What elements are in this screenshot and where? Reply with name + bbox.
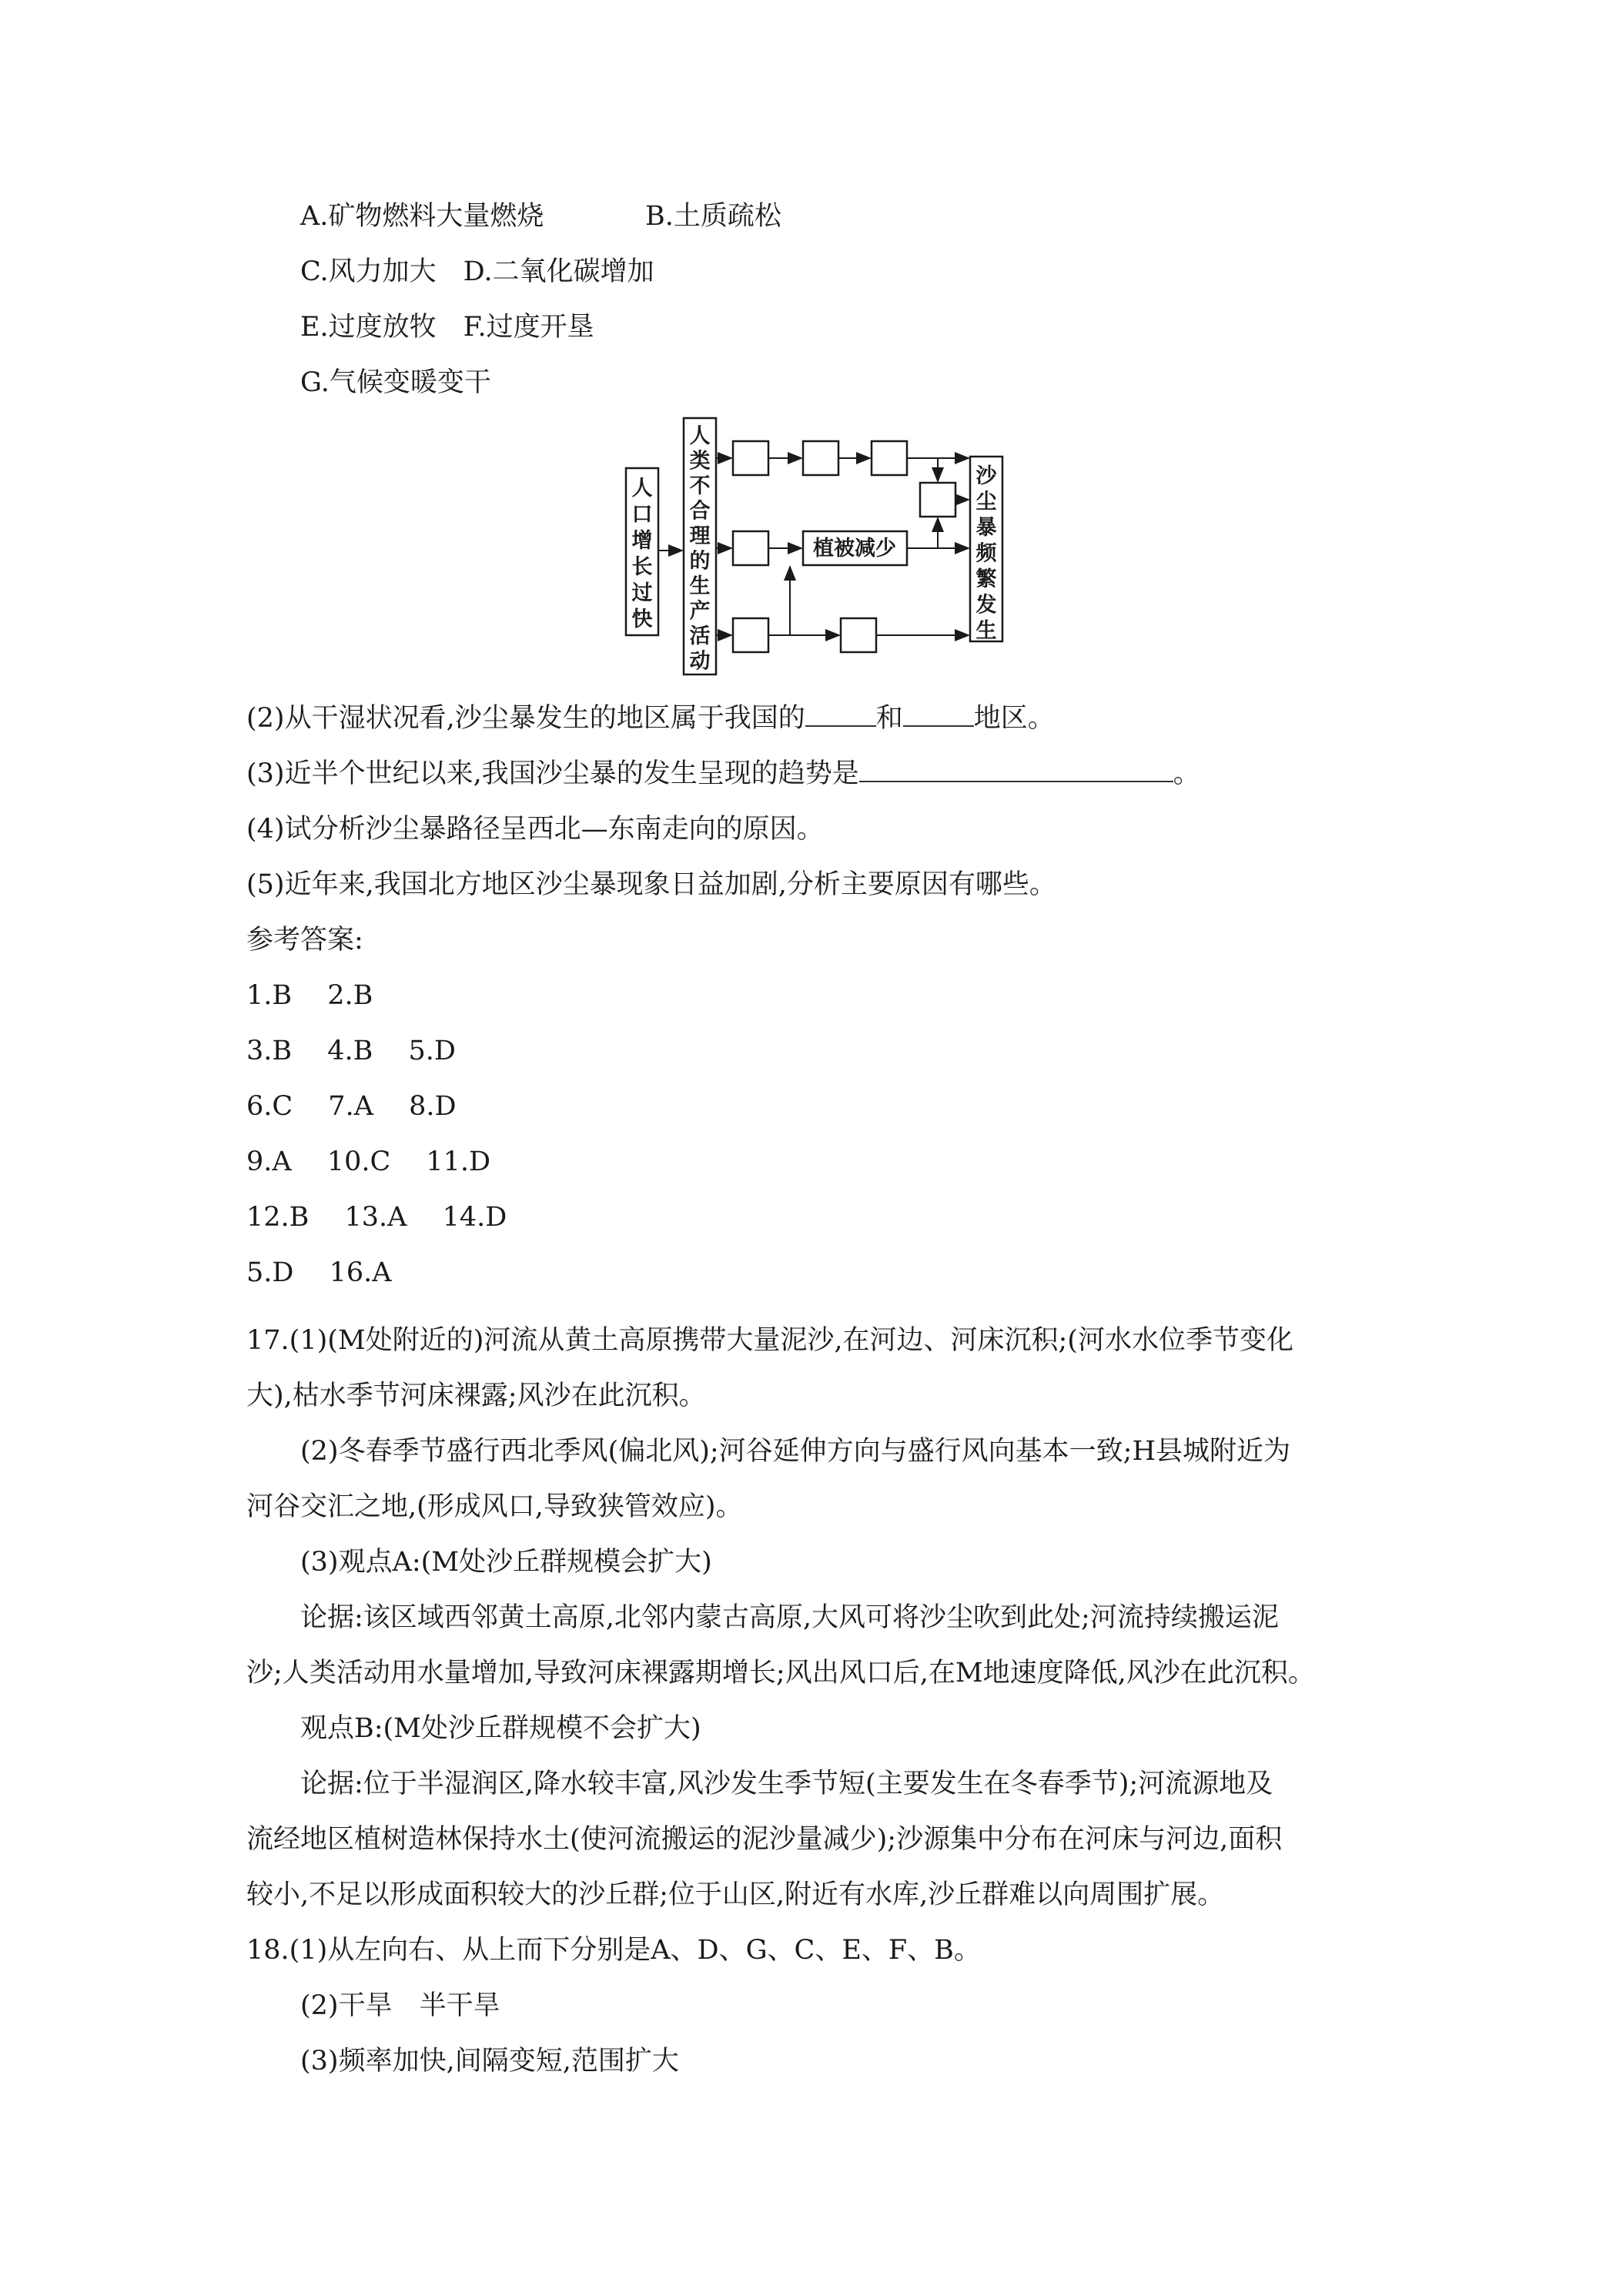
answer-row-4: 9.A 10.C 11.D <box>246 1146 491 1177</box>
blank-box-6 <box>733 618 768 652</box>
human-activity-box-char: 类 <box>689 449 711 474</box>
blank-box-7 <box>841 618 876 652</box>
population-box-char: 人 <box>631 477 653 500</box>
option-g: G.气候变暖变干 <box>300 367 491 398</box>
question-3: (3)近半个世纪以来,我国沙尘暴的发生呈现的趋势是 。 <box>246 758 1200 789</box>
dust-storm-box-char: 暴 <box>975 516 997 540</box>
answer-17-3-arg-b-line-2: 流经地区植树造林保持水土(使河流搬运的泥沙量减少);沙源集中分布在河床与河边,面积 <box>246 1824 1283 1855</box>
vegetation-decrease-label: 植被减少 <box>813 537 896 561</box>
answer-row-1: 1.B 2.B <box>246 980 373 1011</box>
answer-17-3-view-b: 观点B:(M处沙丘群规模不会扩大) <box>300 1713 701 1744</box>
dust-storm-box-char: 沙 <box>975 464 997 488</box>
population-box-char: 快 <box>631 607 653 631</box>
population-box-char: 增 <box>631 529 653 553</box>
dust-storm-box-char: 生 <box>975 619 997 643</box>
human-activity-box-char: 产 <box>689 599 711 624</box>
answer-blank-2[interactable] <box>903 702 974 727</box>
answer-17-3-view-a: (3)观点A:(M处沙丘群规模会扩大) <box>300 1547 712 1578</box>
answer-17-3-arg-a-line-2: 沙;人类活动用水量增加,导致河床裸露期增长;风出风口后,在M地速度降低,风沙在此沉积。 <box>246 1658 1315 1689</box>
dust-storm-box-char: 繁 <box>975 567 997 591</box>
answer-18-1: 18.(1)从左向右、从上而下分别是A、D、G、C、E、F、B。 <box>246 1935 981 1966</box>
dust-storm-box-char: 频 <box>975 541 997 566</box>
population-box-char: 过 <box>631 581 653 605</box>
answer-18-2: (2)干旱 半干旱 <box>300 1990 500 2021</box>
blank-box-2 <box>803 441 838 475</box>
option-b: B.土质疏松 <box>645 201 781 232</box>
answer-row-6: 5.D 16.A <box>246 1257 392 1288</box>
human-activity-box-char: 人 <box>689 424 711 448</box>
option-a: A.矿物燃料大量燃烧 <box>300 201 544 232</box>
human-activity-box-char: 生 <box>689 574 711 598</box>
blank-box-1 <box>733 441 768 475</box>
human-activity-box-char: 动 <box>689 649 711 674</box>
answer-17-3-arg-b-line-1: 论据:位于半湿润区,降水较丰富,风沙发生季节短(主要发生在冬春季节);河流源地及 <box>300 1769 1273 1799</box>
option-c-d: C.风力加大 D.二氧化碳增加 <box>300 256 654 287</box>
population-box-char: 长 <box>631 555 653 579</box>
option-e-f: E.过度放牧 F.过度开垦 <box>300 312 594 343</box>
question-5: (5)近年来,我国北方地区沙尘暴现象日益加剧,分析主要原因有哪些。 <box>246 869 1056 900</box>
answer-blank-1[interactable] <box>805 702 876 727</box>
blank-box-4 <box>920 483 955 517</box>
dust-storm-box-char: 尘 <box>975 490 997 514</box>
population-box-char: 口 <box>631 503 653 527</box>
human-activity-box-char: 理 <box>689 524 711 548</box>
dust-storm-box-text <box>976 464 998 643</box>
answer-row-3: 6.C 7.A 8.D <box>246 1091 457 1122</box>
human-activity-box-char: 不 <box>689 474 711 498</box>
human-activity-box-char: 合 <box>689 499 711 524</box>
question-2: (2)从干湿状况看,沙尘暴发生的地区属于我国的 和 地区。 <box>246 703 1055 734</box>
human-activity-box-char: 活 <box>689 624 711 648</box>
answer-17-1-line-1: 17.(1)(M处附近的)河流从黄土高原携带大量泥沙,在河边、河床沉积;(河水水位季节变化 <box>246 1325 1293 1356</box>
answers-heading: 参考答案: <box>246 925 363 956</box>
question-4: (4)试分析沙尘暴路径呈西北—东南走向的原因。 <box>246 814 824 845</box>
answer-row-5: 12.B 13.A 14.D <box>246 1202 507 1233</box>
answer-blank-3[interactable] <box>859 758 1173 782</box>
answer-17-1-line-2: 大),枯水季节河床裸露;风沙在此沉积。 <box>246 1381 706 1411</box>
human-activity-box-text <box>690 424 711 674</box>
human-activity-box-char: 的 <box>689 549 711 574</box>
dust-storm-box-char: 发 <box>975 593 997 618</box>
flow-diagram <box>616 412 1016 681</box>
blank-box-5 <box>733 531 768 565</box>
answer-17-2-line-2: 河谷交汇之地,(形成风口,导致狭管效应)。 <box>246 1491 743 1522</box>
answer-17-3-arg-b-line-3: 较小,不足以形成面积较大的沙丘群;位于山区,附近有水库,沙丘群难以向周围扩展。 <box>246 1879 1225 1910</box>
answer-17-2-line-1: (2)冬春季节盛行西北季风(偏北风);河谷延伸方向与盛行风向基本一致;H县城附近为 <box>300 1436 1290 1467</box>
answer-18-3: (3)频率加快,间隔变短,范围扩大 <box>300 2046 679 2077</box>
answer-17-3-arg-a-line-1: 论据:该区域西邻黄土高原,北邻内蒙古高原,大风可将沙尘吹到此处;河流持续搬运泥 <box>300 1602 1279 1633</box>
blank-box-3 <box>872 441 907 475</box>
answer-row-2: 3.B 4.B 5.D <box>246 1036 456 1066</box>
